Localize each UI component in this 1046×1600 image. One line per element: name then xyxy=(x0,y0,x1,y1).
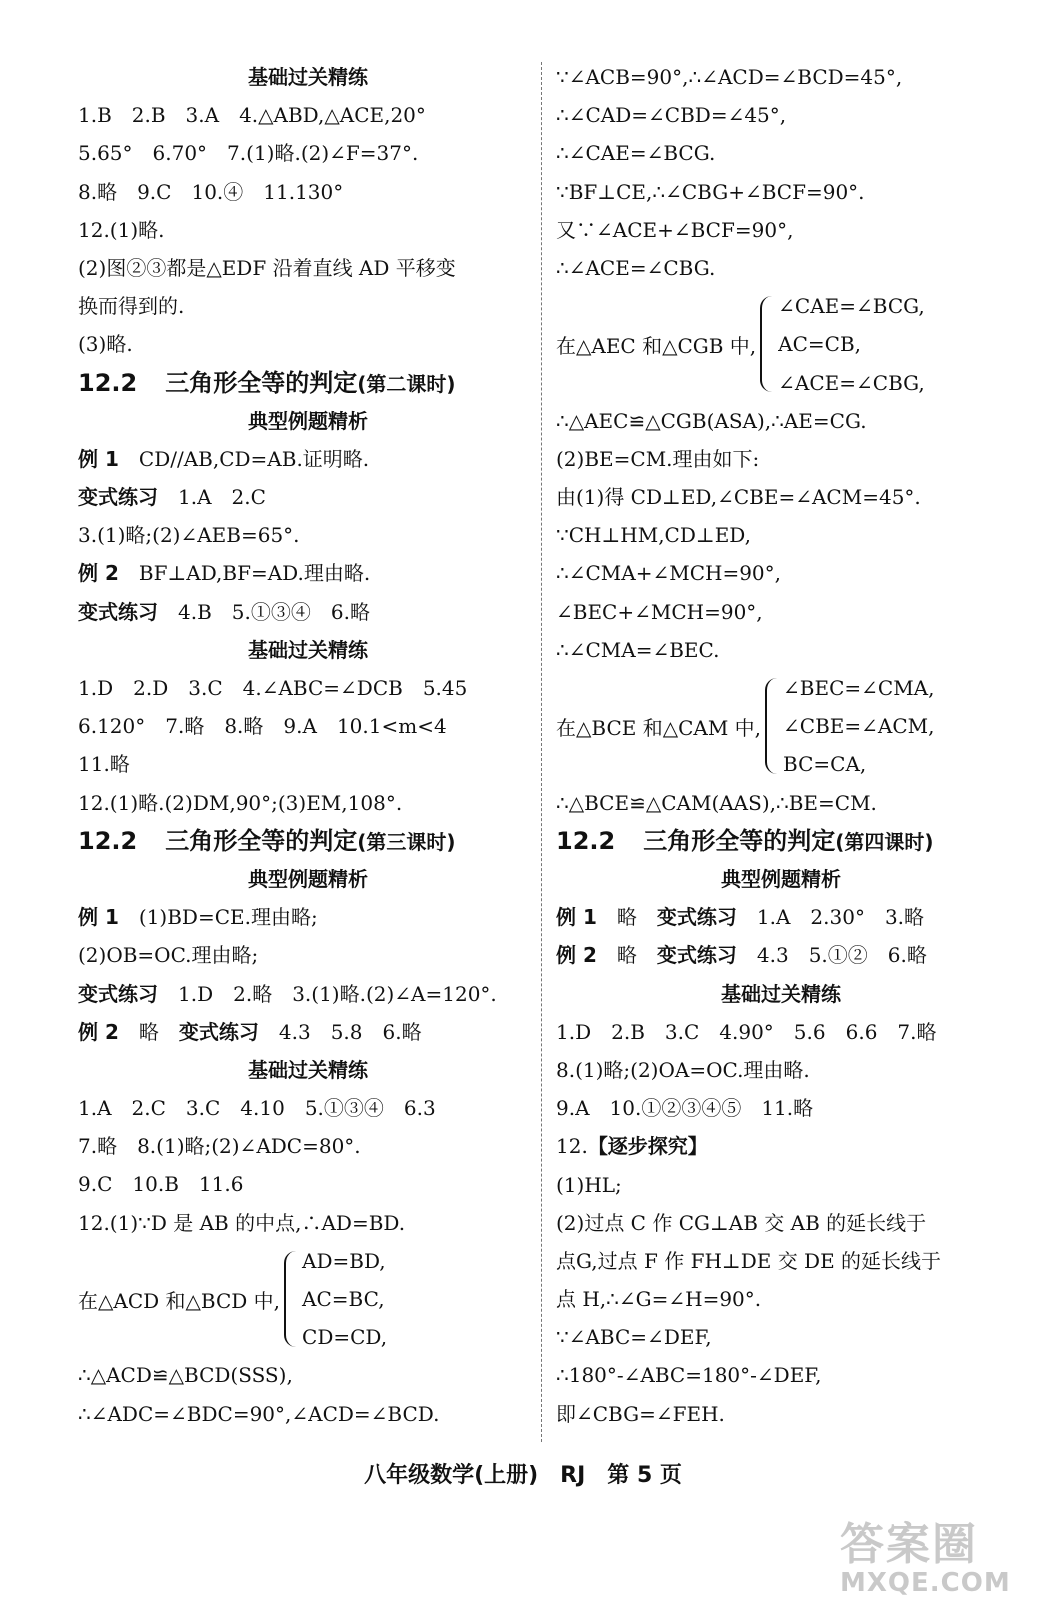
answer-line: ∴△ACD≌△BCD(SSS), xyxy=(78,1363,293,1388)
answer-line: ∵∠ACB=90°,∴∠ACD=∠BCD=45°, xyxy=(556,65,903,89)
subsection-heading: 基础过关精练 xyxy=(721,981,841,1006)
column-divider xyxy=(541,62,542,1442)
answer-line: (3)略. xyxy=(78,332,133,357)
answer-line: 例 1 (1)BD=CE.理由略; xyxy=(78,905,318,930)
brace-symbol xyxy=(760,296,772,392)
answer-line: 点G,过点 F 作 FH⊥DE 交 DE 的延长线于 xyxy=(556,1248,942,1273)
system-row: ∠CBE=∠ACM, xyxy=(783,714,935,739)
answer-line: ∵CH⊥HM,CD⊥ED, xyxy=(556,523,751,548)
answer-line: ∴∠CMA+∠MCH=90°, xyxy=(556,561,782,586)
answer-line: 例 1 CD//AB,CD=AB.证明略. xyxy=(78,446,370,471)
system-prefix: 在△BCE 和△CAM 中, xyxy=(556,715,762,740)
answer-line: ∴∠CAD=∠CBD=∠45°, xyxy=(556,103,787,128)
brace-symbol xyxy=(765,678,777,774)
answer-line: ∴180°-∠ABC=180°-∠DEF, xyxy=(556,1363,822,1388)
answer-line: 1.D 2.B 3.C 4.90° 5.6 6.6 7.略 xyxy=(556,1019,937,1044)
answer-line: 5.65° 6.70° 7.(1)略.(2)∠F=37°. xyxy=(78,141,419,166)
answer-line: ∴∠ADC=∠BDC=90°,∠ACD=∠BCD. xyxy=(78,1401,440,1426)
answer-line: 6.120° 7.略 8.略 9.A 10.1<m<4 xyxy=(78,714,447,739)
answer-line: 12.【逐步探究】 xyxy=(556,1134,708,1159)
answer-line: 8.(1)略;(2)OA=OC.理由略. xyxy=(556,1057,810,1082)
answer-line: 7.略 8.(1)略;(2)∠ADC=80°. xyxy=(78,1134,361,1159)
answer-line: ∴∠CMA=∠BEC. xyxy=(556,637,720,662)
subsection-heading: 典型例题精析 xyxy=(248,866,368,891)
system-row: CD=CD, xyxy=(302,1325,388,1350)
section-heading: 12.2 三角形全等的判定(第二课时) xyxy=(78,368,456,397)
answer-line: ∵BF⊥CE,∴∠CBG+∠BCF=90°. xyxy=(556,179,865,204)
subsection-heading: 基础过关精练 xyxy=(248,1057,368,1082)
subsection-heading: 典型例题精析 xyxy=(721,867,841,891)
system-rows xyxy=(778,287,925,402)
answer-line: 11.略 xyxy=(78,752,130,777)
answer-line: 由(1)得 CD⊥ED,∠CBE=∠ACM=45°. xyxy=(556,485,921,510)
answer-line: ∴∠CAE=∠BCG. xyxy=(556,141,716,166)
page-footer: 八年级数学(上册) RJ 第 5 页 xyxy=(364,1463,682,1488)
system-row: AD=BD, xyxy=(302,1248,386,1273)
answer-line: 1.A 2.C 3.C 4.10 5.①③④ 6.3 xyxy=(78,1096,436,1121)
section-heading: 12.2 三角形全等的判定(第三课时) xyxy=(78,826,456,855)
system-prefix: 在△AEC 和△CGB 中, xyxy=(556,333,757,358)
right-column xyxy=(556,58,1006,1433)
answer-line: 12.(1)略.(2)DM,90°;(3)EM,108°. xyxy=(78,790,403,815)
section-heading: 12.2 三角形全等的判定(第四课时) xyxy=(556,826,934,855)
answer-line: 变式练习 4.B 5.①③④ 6.略 xyxy=(78,599,370,624)
answer-line: ∵∠ABC=∠DEF, xyxy=(556,1325,712,1350)
system-row: ∠CAE=∠BCG, xyxy=(778,294,925,319)
answer-line: 9.A 10.①②③④⑤ 11.略 xyxy=(556,1096,814,1121)
system-row: AC=CB, xyxy=(778,332,862,357)
answer-line: 变式练习 1.A 2.C xyxy=(78,485,266,510)
answer-line: 9.C 10.B 11.6 xyxy=(78,1172,244,1197)
answer-line: 点 H,∴∠G=∠H=90°. xyxy=(556,1287,762,1312)
answer-line: 3.(1)略;(2)∠AEB=65°. xyxy=(78,523,300,548)
answer-line: (2)BE=CM.理由如下: xyxy=(556,446,760,471)
answer-line: 又∵∠ACE+∠BCF=90°, xyxy=(556,217,794,242)
answer-line: ∴∠ACE=∠CBG. xyxy=(556,255,716,280)
answer-line: 12.(1)∵D 是 AB 的中点,∴AD=BD. xyxy=(78,1210,406,1235)
equation-system xyxy=(556,287,1006,402)
system-rows xyxy=(783,669,934,784)
watermark-logo: 答案圈 MXQE.COM xyxy=(840,1519,1011,1598)
answer-line: 换而得到的. xyxy=(78,294,185,319)
brace-symbol xyxy=(284,1251,296,1347)
system-prefix: 在△ACD 和△BCD 中, xyxy=(78,1288,281,1313)
system-rows xyxy=(302,1242,387,1357)
answer-line: 1.B 2.B 3.A 4.△ABD,△ACE,20° xyxy=(78,103,426,128)
answer-line: 例 2 BF⊥AD,BF=AD.理由略. xyxy=(78,561,371,586)
answer-line: 即∠CBG=∠FEH. xyxy=(556,1401,725,1426)
answer-line: 1.D 2.D 3.C 4.∠ABC=∠DCB 5.45 xyxy=(78,676,468,700)
answer-line: 12.(1)略. xyxy=(78,217,165,242)
answer-line: 例 1 略 变式练习 1.A 2.30° 3.略 xyxy=(556,905,925,930)
equation-system xyxy=(556,669,1006,784)
answer-line: (1)HL; xyxy=(556,1172,622,1197)
answer-line: ∴△AEC≌△CGB(ASA),∴AE=CG. xyxy=(556,408,867,433)
system-row: AC=BC, xyxy=(302,1287,385,1312)
answer-line: (2)图②③都是△EDF 沿着直线 AD 平移变 xyxy=(78,255,456,280)
equation-system xyxy=(78,1242,538,1357)
system-row: BC=CA, xyxy=(783,752,867,777)
answer-line: ∠BEC+∠MCH=90°, xyxy=(556,599,763,624)
answer-line: 8.略 9.C 10.④ 11.130° xyxy=(78,179,344,204)
answer-line: 变式练习 1.D 2.略 3.(1)略.(2)∠A=120°. xyxy=(78,981,497,1006)
answer-line: 例 2 略 变式练习 4.3 5.①② 6.略 xyxy=(556,943,927,968)
answer-line: 例 2 略 变式练习 4.3 5.8 6.略 xyxy=(78,1019,422,1044)
subsection-heading: 基础过关精练 xyxy=(248,637,368,662)
subsection-heading: 典型例题精析 xyxy=(248,408,368,433)
answer-line: ∴△BCE≌△CAM(AAS),∴BE=CM. xyxy=(556,790,877,815)
system-row: ∠BEC=∠CMA, xyxy=(783,676,935,701)
system-row: ∠ACE=∠CBG, xyxy=(778,370,925,395)
answer-line: (2)OB=OC.理由略; xyxy=(78,943,259,968)
answer-line: (2)过点 C 作 CG⊥AB 交 AB 的延长线于 xyxy=(556,1210,927,1235)
left-column xyxy=(78,58,538,1433)
subsection-heading: 基础过关精练 xyxy=(248,65,368,89)
